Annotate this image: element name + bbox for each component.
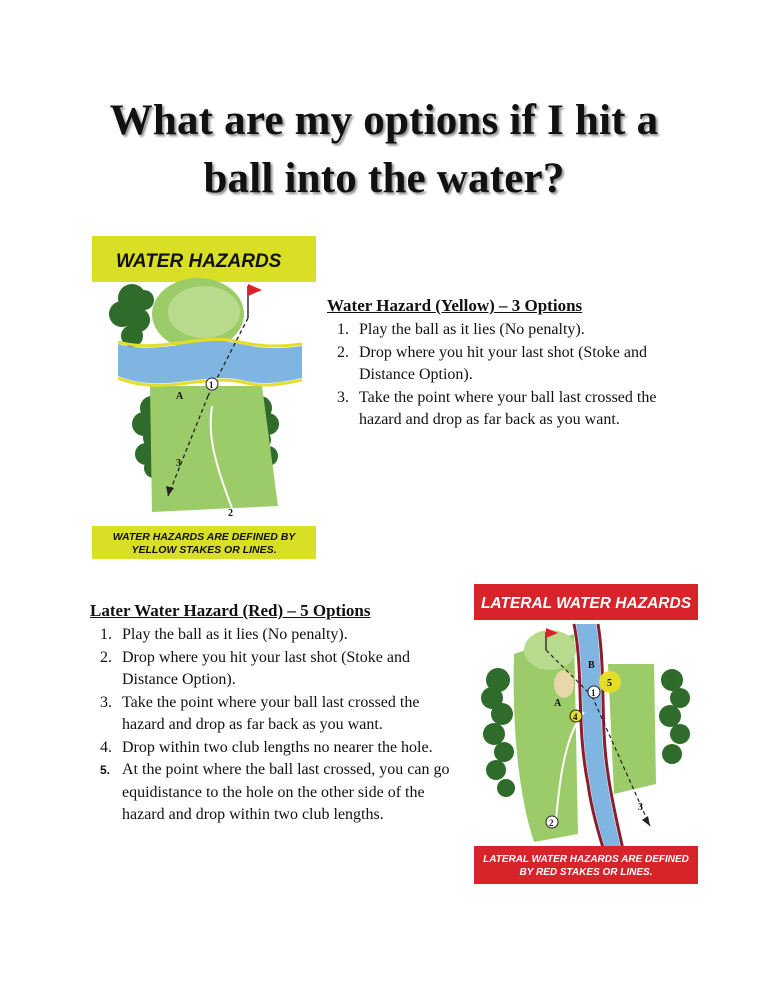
water-hazard-yellow-options bbox=[327, 319, 657, 432]
list-item-number: 3. bbox=[100, 693, 112, 711]
list-item bbox=[90, 759, 450, 827]
list-item-text: Play the ball as it lies (No penalty). bbox=[122, 626, 348, 643]
lateral-water-hazards-card bbox=[474, 584, 698, 884]
water-hazards-footer-line-2: YELLOW STAKES OR LINES. bbox=[131, 544, 277, 556]
list-item-number: 2. bbox=[100, 648, 112, 666]
water-hazards-diagram bbox=[92, 236, 316, 559]
page-title-line-2: ball into the water? bbox=[203, 155, 565, 202]
list-item-number: 3. bbox=[337, 388, 349, 406]
water-hazards-footer-line-1: WATER HAZARDS ARE DEFINED BY bbox=[112, 531, 296, 543]
list-item bbox=[90, 737, 450, 760]
marker-1: 1 bbox=[209, 380, 214, 390]
marker-1: 1 bbox=[591, 688, 596, 698]
lateral-water-hazards-footer-line-1: LATERAL WATER HAZARDS ARE DEFINED bbox=[483, 854, 689, 865]
list-item-number: 1. bbox=[337, 321, 349, 338]
list-item bbox=[327, 342, 657, 387]
list-item bbox=[327, 319, 657, 342]
marker-b: B bbox=[588, 660, 595, 671]
list-item bbox=[327, 387, 657, 432]
water-hazards-card-header: WATER HAZARDS bbox=[116, 251, 282, 272]
lateral-water-hazard-red-heading: Later Water Hazard (Red) – 5 Options bbox=[90, 601, 371, 620]
list-item-text: Take the point where your ball last crossed the hazard and drop as far back as you want. bbox=[122, 693, 420, 733]
marker-4: 4 bbox=[573, 712, 578, 722]
lateral-water-hazard-red-section bbox=[90, 600, 450, 827]
list-item bbox=[90, 624, 450, 647]
list-item-text: Drop where you hit your last shot (Stoke and Distance Option). bbox=[122, 648, 410, 688]
list-item-number: 4. bbox=[100, 738, 112, 756]
list-item-number: 1. bbox=[100, 626, 112, 643]
marker-2: 2 bbox=[228, 508, 233, 519]
list-item-text: Play the ball as it lies (No penalty). bbox=[359, 321, 585, 338]
water-hazard-yellow-section bbox=[327, 295, 657, 432]
lateral-water-hazards-card-header: LATERAL WATER HAZARDS bbox=[480, 595, 692, 612]
list-item-text: Take the point where your ball last crossed the hazard and drop as far back as you want. bbox=[359, 388, 657, 428]
list-item-text: At the point where the ball last crossed, you can go equidistance to the hole on the other side of the hazard and drop within two club lengths. bbox=[122, 761, 450, 823]
lateral-water-hazard-red-options bbox=[90, 624, 450, 827]
list-item-text: Drop where you hit your last shot (Stoke and Distance Option). bbox=[359, 343, 647, 383]
marker-3: 3 bbox=[176, 458, 181, 469]
page-title bbox=[0, 92, 768, 208]
list-item-number: 2. bbox=[337, 343, 349, 361]
list-item bbox=[90, 692, 450, 737]
page-title-line-1: What are my options if I hit a bbox=[109, 97, 659, 144]
lateral-water-hazards-footer-line-2: BY RED STAKES OR LINES. bbox=[519, 867, 653, 878]
list-item-number: 5. bbox=[100, 763, 111, 777]
lateral-water-hazards-diagram bbox=[474, 584, 698, 884]
marker-2: 2 bbox=[549, 818, 554, 828]
marker-a: A bbox=[176, 391, 184, 402]
water-hazards-card bbox=[92, 236, 316, 559]
list-item-text: Drop within two club lengths no nearer the hole. bbox=[122, 738, 433, 756]
marker-a: A bbox=[554, 698, 562, 709]
marker-3: 3 bbox=[638, 802, 643, 813]
water-hazard-yellow-heading: Water Hazard (Yellow) – 3 Options bbox=[327, 296, 583, 315]
marker-5: 5 bbox=[607, 678, 612, 689]
list-item bbox=[90, 647, 450, 692]
